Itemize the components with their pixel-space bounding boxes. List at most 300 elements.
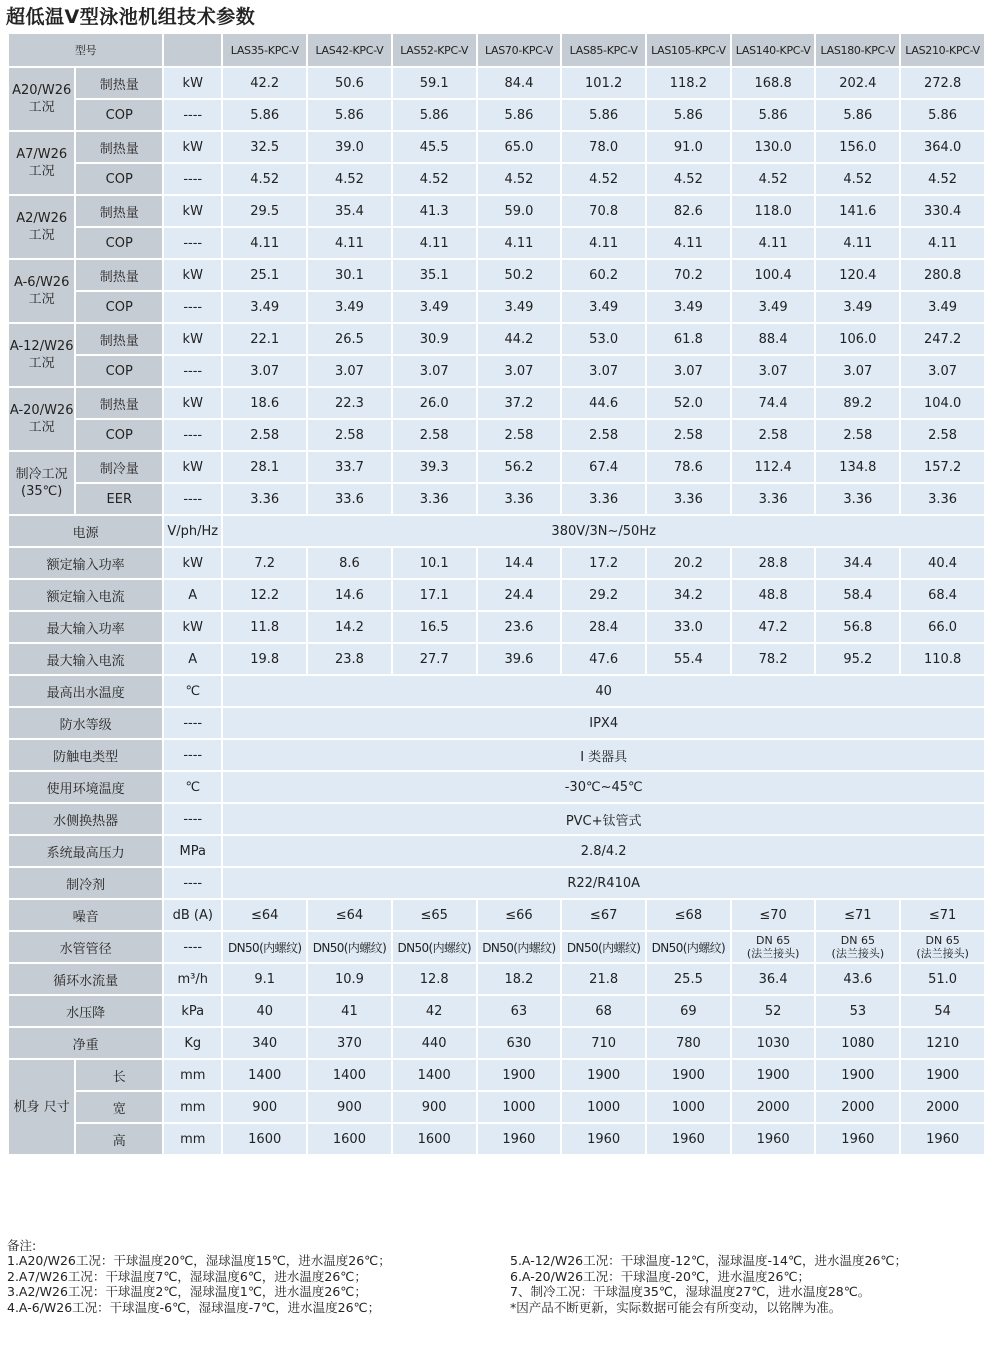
value-cell: 370 (308, 1028, 391, 1058)
value-cell: 3.07 (393, 356, 476, 386)
value-cell: 4.11 (478, 228, 561, 258)
model-name-cell: LAS70-KPC-V (478, 34, 561, 66)
unit-cell: MPa (164, 836, 221, 866)
unit-cell: kW (164, 68, 221, 98)
value-cell: ≤71 (901, 900, 984, 930)
value-cell: 4.52 (223, 164, 306, 194)
model-header-label: 型号 (9, 34, 162, 66)
param-label: 制冷量 (76, 452, 162, 482)
value-cell: DN50(内螺纹) (393, 932, 476, 962)
value-cell: 3.49 (393, 292, 476, 322)
value-cell: 52 (732, 996, 815, 1026)
unit-cell: kW (164, 388, 221, 418)
value-cell: 5.86 (647, 100, 730, 130)
value-cell: 3.07 (732, 356, 815, 386)
value-cell: 3.36 (901, 484, 984, 514)
condition-row (9, 68, 984, 98)
condition-row (9, 452, 984, 482)
param-label: COP (76, 100, 162, 130)
value-cell: 12.8 (393, 964, 476, 994)
unit-cell: ---- (164, 804, 221, 834)
value-cell: 4.11 (732, 228, 815, 258)
unit-cell: ---- (164, 100, 221, 130)
value-cell: 28.8 (732, 548, 815, 578)
value-cell: 28.4 (562, 612, 645, 642)
unit-cell: kW (164, 548, 221, 578)
value-cell: 2000 (816, 1092, 899, 1122)
value-cell: 40.4 (901, 548, 984, 578)
value-cell: 18.6 (223, 388, 306, 418)
value-cell: 5.86 (732, 100, 815, 130)
value-cell: 4.52 (562, 164, 645, 194)
value-cell: 280.8 (901, 260, 984, 290)
unit-cell: mm (164, 1060, 221, 1090)
value-cell: 3.49 (562, 292, 645, 322)
header-row (9, 34, 984, 66)
spec-table (7, 32, 986, 1156)
value-cell: 1900 (732, 1060, 815, 1090)
unit-cell: ---- (164, 708, 221, 738)
value-cell: 1400 (308, 1060, 391, 1090)
spec-label: 噪音 (9, 900, 162, 930)
value-cell: 4.11 (901, 228, 984, 258)
param-label: COP (76, 420, 162, 450)
value-cell: 5.86 (816, 100, 899, 130)
value-cell: 1600 (223, 1124, 306, 1154)
value-cell: ≤66 (478, 900, 561, 930)
value-cell: 10.9 (308, 964, 391, 994)
value-cell: 1960 (816, 1124, 899, 1154)
value-cell: 70.8 (562, 196, 645, 226)
spec-row (9, 868, 984, 898)
unit-cell: m³/h (164, 964, 221, 994)
value-cell: 3.49 (647, 292, 730, 322)
value-cell: 3.07 (647, 356, 730, 386)
value-cell: 70.2 (647, 260, 730, 290)
value-cell: 3.07 (308, 356, 391, 386)
value-cell: 48.8 (732, 580, 815, 610)
param-label: 制热量 (76, 132, 162, 162)
value-cell: 59.1 (393, 68, 476, 98)
value-cell: 3.36 (393, 484, 476, 514)
value-cell: 44.6 (562, 388, 645, 418)
value-cell: 68 (562, 996, 645, 1026)
value-cell: 3.36 (816, 484, 899, 514)
unit-cell: kW (164, 452, 221, 482)
spec-label: 最高出水温度 (9, 676, 162, 706)
value-cell: 3.36 (647, 484, 730, 514)
value-cell: 4.52 (732, 164, 815, 194)
dimension-row (9, 1060, 984, 1090)
value-cell: 2.58 (478, 420, 561, 450)
value-cell: 780 (647, 1028, 730, 1058)
value-cell: 24.4 (478, 580, 561, 610)
unit-cell: kW (164, 324, 221, 354)
value-cell: 130.0 (732, 132, 815, 162)
value-cell: 47.2 (732, 612, 815, 642)
value-cell: 3.49 (308, 292, 391, 322)
param-label: COP (76, 228, 162, 258)
note-item: 1.A20/W26工况：干球温度20℃，湿球温度15℃，进水温度26℃； (7, 1253, 391, 1268)
value-cell: 42 (393, 996, 476, 1026)
value-cell: 8.6 (308, 548, 391, 578)
value-cell: 9.1 (223, 964, 306, 994)
value-cell: 710 (562, 1028, 645, 1058)
spanned-value-cell: 2.8/4.2 (223, 836, 984, 866)
dimension-row (9, 1124, 984, 1154)
value-cell: 4.11 (816, 228, 899, 258)
value-cell: ≤67 (562, 900, 645, 930)
value-cell: 11.8 (223, 612, 306, 642)
value-cell: 59.0 (478, 196, 561, 226)
value-cell: 28.1 (223, 452, 306, 482)
value-cell: 2.58 (308, 420, 391, 450)
value-cell: 440 (393, 1028, 476, 1058)
value-cell: 2.58 (732, 420, 815, 450)
param-label: 宽 (76, 1092, 162, 1122)
spec-row (9, 580, 984, 610)
value-cell: 2.58 (223, 420, 306, 450)
value-cell: 35.1 (393, 260, 476, 290)
value-cell: 74.4 (732, 388, 815, 418)
value-cell: 4.11 (308, 228, 391, 258)
value-cell: 1400 (393, 1060, 476, 1090)
model-name-cell: LAS210-KPC-V (901, 34, 984, 66)
value-cell: 89.2 (816, 388, 899, 418)
dimension-row (9, 1092, 984, 1122)
spec-row (9, 932, 984, 962)
value-cell: 4.52 (647, 164, 730, 194)
value-cell: 78.6 (647, 452, 730, 482)
condition-label: A-20/W26 工况 (9, 388, 74, 450)
param-label: EER (76, 484, 162, 514)
value-cell: 1400 (223, 1060, 306, 1090)
value-cell: 37.2 (478, 388, 561, 418)
spec-row (9, 1028, 984, 1058)
value-cell: 18.2 (478, 964, 561, 994)
spanned-value-cell: PVC+钛管式 (223, 804, 984, 834)
value-cell: ≤70 (732, 900, 815, 930)
note-item: 7、制冷工况：干球温度35℃，湿球温度27℃，进水温度28℃。 (510, 1284, 871, 1299)
spec-row (9, 516, 984, 546)
value-cell: 4.11 (393, 228, 476, 258)
value-cell: 900 (393, 1092, 476, 1122)
value-cell: 3.49 (223, 292, 306, 322)
value-cell: 4.52 (393, 164, 476, 194)
value-cell: 55.4 (647, 644, 730, 674)
spec-row (9, 740, 984, 770)
value-cell: 40 (223, 996, 306, 1026)
unit-cell: ---- (164, 420, 221, 450)
spec-row (9, 676, 984, 706)
value-cell: 1960 (901, 1124, 984, 1154)
model-name-cell: LAS140-KPC-V (732, 34, 815, 66)
notes-label: 备注: (7, 1238, 37, 1253)
notes-right-column (510, 1253, 907, 1315)
param-label: 制热量 (76, 324, 162, 354)
value-cell: 36.4 (732, 964, 815, 994)
value-cell: 3.49 (732, 292, 815, 322)
condition-row (9, 420, 984, 450)
value-cell: 44.2 (478, 324, 561, 354)
condition-label: 制冷工况 (35℃) (9, 452, 74, 514)
value-cell: 4.52 (816, 164, 899, 194)
value-cell: 4.52 (478, 164, 561, 194)
value-cell: 2.58 (647, 420, 730, 450)
param-label: COP (76, 356, 162, 386)
value-cell: 33.0 (647, 612, 730, 642)
value-cell: 5.86 (478, 100, 561, 130)
value-cell: DN 65 (法兰接头) (816, 932, 899, 962)
note-item: 4.A-6/W26工况：干球温度-6℃，湿球温度-7℃，进水温度26℃； (7, 1299, 381, 1315)
value-cell: 4.52 (308, 164, 391, 194)
value-cell: 3.36 (562, 484, 645, 514)
value-cell: 134.8 (816, 452, 899, 482)
value-cell: 52.0 (647, 388, 730, 418)
param-label: 长 (76, 1060, 162, 1090)
param-label: 制热量 (76, 388, 162, 418)
value-cell: 110.8 (901, 644, 984, 674)
value-cell: 364.0 (901, 132, 984, 162)
value-cell: 26.0 (393, 388, 476, 418)
value-cell: 84.4 (478, 68, 561, 98)
param-label: COP (76, 164, 162, 194)
value-cell: 43.6 (816, 964, 899, 994)
value-cell: 100.4 (732, 260, 815, 290)
unit-cell: ℃ (164, 772, 221, 802)
spanned-value-cell: 380V/3N~/50Hz (223, 516, 984, 546)
value-cell: 58.4 (816, 580, 899, 610)
value-cell: 106.0 (816, 324, 899, 354)
value-cell: 51.0 (901, 964, 984, 994)
value-cell: DN50(内螺纹) (562, 932, 645, 962)
spec-row (9, 996, 984, 1026)
value-cell: 25.1 (223, 260, 306, 290)
unit-cell: ---- (164, 228, 221, 258)
value-cell: 32.5 (223, 132, 306, 162)
value-cell: 1960 (478, 1124, 561, 1154)
value-cell: 1900 (478, 1060, 561, 1090)
value-cell: DN 65 (法兰接头) (732, 932, 815, 962)
condition-row (9, 356, 984, 386)
unit-cell: ---- (164, 740, 221, 770)
value-cell: 26.5 (308, 324, 391, 354)
value-cell: 39.0 (308, 132, 391, 162)
param-label: 制热量 (76, 196, 162, 226)
condition-row (9, 388, 984, 418)
value-cell: 22.3 (308, 388, 391, 418)
value-cell: 1600 (393, 1124, 476, 1154)
condition-row (9, 100, 984, 130)
note-item: *因产品不断更新，实际数据可能会有所变动，以铭牌为准。 (510, 1299, 842, 1315)
unit-cell: A (164, 644, 221, 674)
spec-label: 防触电类型 (9, 740, 162, 770)
spanned-value-cell: 40 (223, 676, 984, 706)
unit-cell: kW (164, 612, 221, 642)
value-cell: 156.0 (816, 132, 899, 162)
value-cell: 3.49 (478, 292, 561, 322)
value-cell: DN50(内螺纹) (478, 932, 561, 962)
model-name-cell: LAS180-KPC-V (816, 34, 899, 66)
unit-cell: ---- (164, 164, 221, 194)
value-cell: 141.6 (816, 196, 899, 226)
value-cell: 39.6 (478, 644, 561, 674)
value-cell: 272.8 (901, 68, 984, 98)
dimension-label: 机身 尺寸 (9, 1060, 74, 1154)
value-cell: 23.8 (308, 644, 391, 674)
value-cell: ≤64 (308, 900, 391, 930)
spec-row (9, 612, 984, 642)
value-cell: 30.9 (393, 324, 476, 354)
value-cell: 67.4 (562, 452, 645, 482)
value-cell: 5.86 (223, 100, 306, 130)
value-cell: 39.3 (393, 452, 476, 482)
value-cell: 1900 (647, 1060, 730, 1090)
value-cell: 56.2 (478, 452, 561, 482)
spec-label: 水压降 (9, 996, 162, 1026)
unit-cell: kW (164, 196, 221, 226)
value-cell: 1960 (562, 1124, 645, 1154)
value-cell: 25.5 (647, 964, 730, 994)
value-cell: 19.8 (223, 644, 306, 674)
value-cell: 14.6 (308, 580, 391, 610)
value-cell: 20.2 (647, 548, 730, 578)
value-cell: 91.0 (647, 132, 730, 162)
spanned-value-cell: -30℃~45℃ (223, 772, 984, 802)
condition-row (9, 132, 984, 162)
value-cell: 78.2 (732, 644, 815, 674)
notes (7, 1238, 987, 1315)
value-cell: DN 65 (法兰接头) (901, 932, 984, 962)
value-cell: 120.4 (816, 260, 899, 290)
spec-label: 使用环境温度 (9, 772, 162, 802)
value-cell: 12.2 (223, 580, 306, 610)
unit-cell: mm (164, 1124, 221, 1154)
value-cell: 60.2 (562, 260, 645, 290)
value-cell: ≤68 (647, 900, 730, 930)
value-cell: 3.07 (901, 356, 984, 386)
value-cell: 5.86 (562, 100, 645, 130)
spec-row (9, 804, 984, 834)
value-cell: 2.58 (901, 420, 984, 450)
unit-cell: kPa (164, 996, 221, 1026)
condition-row (9, 484, 984, 514)
value-cell: 69 (647, 996, 730, 1026)
value-cell: 1080 (816, 1028, 899, 1058)
value-cell: 4.11 (223, 228, 306, 258)
value-cell: 2000 (732, 1092, 815, 1122)
value-cell: 118.0 (732, 196, 815, 226)
value-cell: 47.6 (562, 644, 645, 674)
spanned-value-cell: I 类器具 (223, 740, 984, 770)
spec-label: 最大输入电流 (9, 644, 162, 674)
unit-cell: V/ph/Hz (164, 516, 221, 546)
value-cell: DN50(内螺纹) (647, 932, 730, 962)
value-cell: 5.86 (901, 100, 984, 130)
value-cell: 3.07 (478, 356, 561, 386)
spanned-value-cell: R22/R410A (223, 868, 984, 898)
value-cell: ≤64 (223, 900, 306, 930)
value-cell: 53 (816, 996, 899, 1026)
spec-label: 电源 (9, 516, 162, 546)
spec-label: 额定输入功率 (9, 548, 162, 578)
value-cell: 10.1 (393, 548, 476, 578)
value-cell: 16.5 (393, 612, 476, 642)
value-cell: 54 (901, 996, 984, 1026)
notes-left-column (7, 1253, 391, 1315)
unit-cell: ---- (164, 868, 221, 898)
value-cell: 95.2 (816, 644, 899, 674)
value-cell: 42.2 (223, 68, 306, 98)
condition-row (9, 164, 984, 194)
value-cell: 3.49 (901, 292, 984, 322)
value-cell: 34.4 (816, 548, 899, 578)
value-cell: 1900 (816, 1060, 899, 1090)
value-cell: 168.8 (732, 68, 815, 98)
spec-label: 净重 (9, 1028, 162, 1058)
value-cell: DN50(内螺纹) (223, 932, 306, 962)
condition-label: A7/W26 工况 (9, 132, 74, 194)
value-cell: 78.0 (562, 132, 645, 162)
unit-cell: ℃ (164, 676, 221, 706)
value-cell: 53.0 (562, 324, 645, 354)
unit-cell: ---- (164, 356, 221, 386)
spec-row (9, 708, 984, 738)
value-cell: 1000 (478, 1092, 561, 1122)
param-label: 制热量 (76, 260, 162, 290)
condition-label: A20/W26 工况 (9, 68, 74, 130)
unit-cell: dB (A) (164, 900, 221, 930)
spec-label: 水侧换热器 (9, 804, 162, 834)
value-cell: 2000 (901, 1092, 984, 1122)
note-item: 5.A-12/W26工况：干球温度-12℃，湿球温度-14℃，进水温度26℃； (510, 1253, 907, 1268)
value-cell: 23.6 (478, 612, 561, 642)
value-cell: 50.6 (308, 68, 391, 98)
value-cell: 34.2 (647, 580, 730, 610)
param-label: 制热量 (76, 68, 162, 98)
model-name-cell: LAS105-KPC-V (647, 34, 730, 66)
value-cell: 118.2 (647, 68, 730, 98)
value-cell: 1900 (901, 1060, 984, 1090)
value-cell: 101.2 (562, 68, 645, 98)
value-cell: 33.7 (308, 452, 391, 482)
value-cell: 3.49 (816, 292, 899, 322)
value-cell: 68.4 (901, 580, 984, 610)
condition-row (9, 292, 984, 322)
value-cell: 45.5 (393, 132, 476, 162)
unit-cell: ---- (164, 484, 221, 514)
value-cell: 27.7 (393, 644, 476, 674)
spec-row (9, 644, 984, 674)
condition-row (9, 260, 984, 290)
condition-label: A-12/W26 工况 (9, 324, 74, 386)
value-cell: 2.58 (562, 420, 645, 450)
value-cell: 4.11 (647, 228, 730, 258)
condition-row (9, 228, 984, 258)
spec-row (9, 772, 984, 802)
value-cell: 1960 (647, 1124, 730, 1154)
model-name-cell: LAS42-KPC-V (308, 34, 391, 66)
spec-label: 水管管径 (9, 932, 162, 962)
model-name-cell: LAS52-KPC-V (393, 34, 476, 66)
value-cell: 2.58 (816, 420, 899, 450)
spec-label: 防水等级 (9, 708, 162, 738)
value-cell: 14.2 (308, 612, 391, 642)
page-title: 超低温V型泳池机组技术参数 (6, 6, 256, 28)
value-cell: 17.1 (393, 580, 476, 610)
value-cell: 88.4 (732, 324, 815, 354)
param-label: 高 (76, 1124, 162, 1154)
